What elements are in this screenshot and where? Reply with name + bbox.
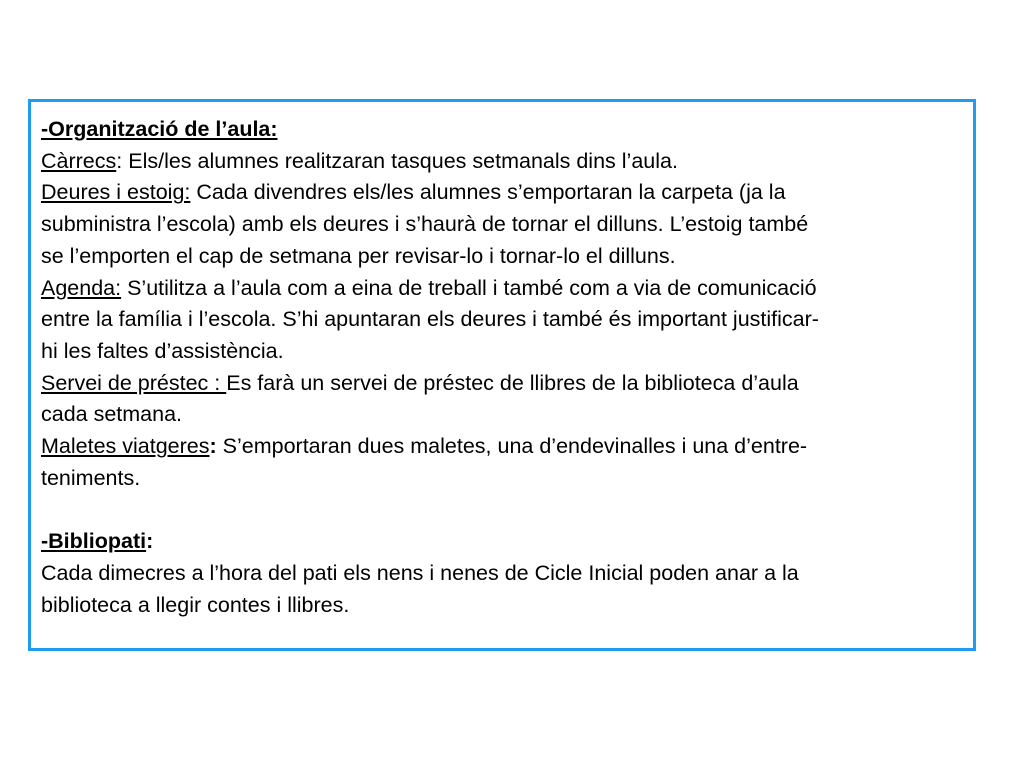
deures-text-3: se l’emporten el cap de setmana per revisar-lo i tornar-lo el dilluns. [41,243,676,268]
deures-text-2: subministra l’escola) amb els deures i s’haurà de tornar el dilluns. L’estoig també [41,212,809,237]
maletes-label: Maletes viatgeres [41,434,210,459]
servei-label: Servei de préstec : [41,370,227,395]
deures-line-1 [41,177,973,209]
maletes-line-2 [41,463,973,495]
agenda-line-1 [41,273,973,305]
bibliopati-line-2 [41,590,973,622]
maletes-text-2: teniments. [41,465,141,490]
agenda-text-3: hi les faltes d’assistència. [41,338,284,363]
organitzacio-heading-text: -Organització de l’aula: [41,117,278,141]
agenda-text-2: entre la família i l’escola. S’hi apuntaran els deures i també és important justificar- [41,307,819,332]
maletes-line-1 [41,431,973,463]
bibliopati-heading [41,526,973,558]
bibliopati-text-2: biblioteca a llegir contes i llibres. [41,592,350,617]
carrecs-text: Els/les alumnes realitzaran tasques setmanals dins l’aula. [122,148,678,173]
servei-text-2: cada setmana. [41,402,183,427]
maletes-colon: : [209,434,217,459]
servei-text-1: Es farà un servei de préstec de llibres de la biblioteca d’aula [226,370,799,395]
agenda-label: Agenda: [41,275,122,300]
agenda-line-2 [41,304,973,336]
content-box [28,99,976,651]
carrecs-colon: : [116,148,123,173]
bibliopati-heading-text: -Bibliopati [41,529,147,554]
bibliopati-line-1 [41,558,973,590]
servei-line-2 [41,399,973,431]
servei-line-1 [41,368,973,400]
organitzacio-heading [41,114,973,146]
carrecs-paragraph [41,146,973,178]
bibliopati-colon: : [146,529,154,554]
bibliopati-text-1: Cada dimecres a l’hora del pati els nens i nenes de Cicle Inicial poden anar a la [41,560,799,585]
deures-text-1: Cada divendres els/les alumnes s’emportaran la carpeta (ja la [190,180,786,205]
blank-line [41,494,973,526]
deures-line-2 [41,209,973,241]
carrecs-label: Càrrecs [41,148,117,173]
agenda-text-1: S’utilitza a l’aula com a eina de treball i també com a via de comunicació [121,275,817,300]
agenda-line-3 [41,336,973,368]
deures-label: Deures i estoig: [41,180,191,205]
maletes-text-1: S’emportaran dues maletes, una d’endevinalles i una d’entre- [216,434,808,459]
deures-line-3 [41,241,973,273]
